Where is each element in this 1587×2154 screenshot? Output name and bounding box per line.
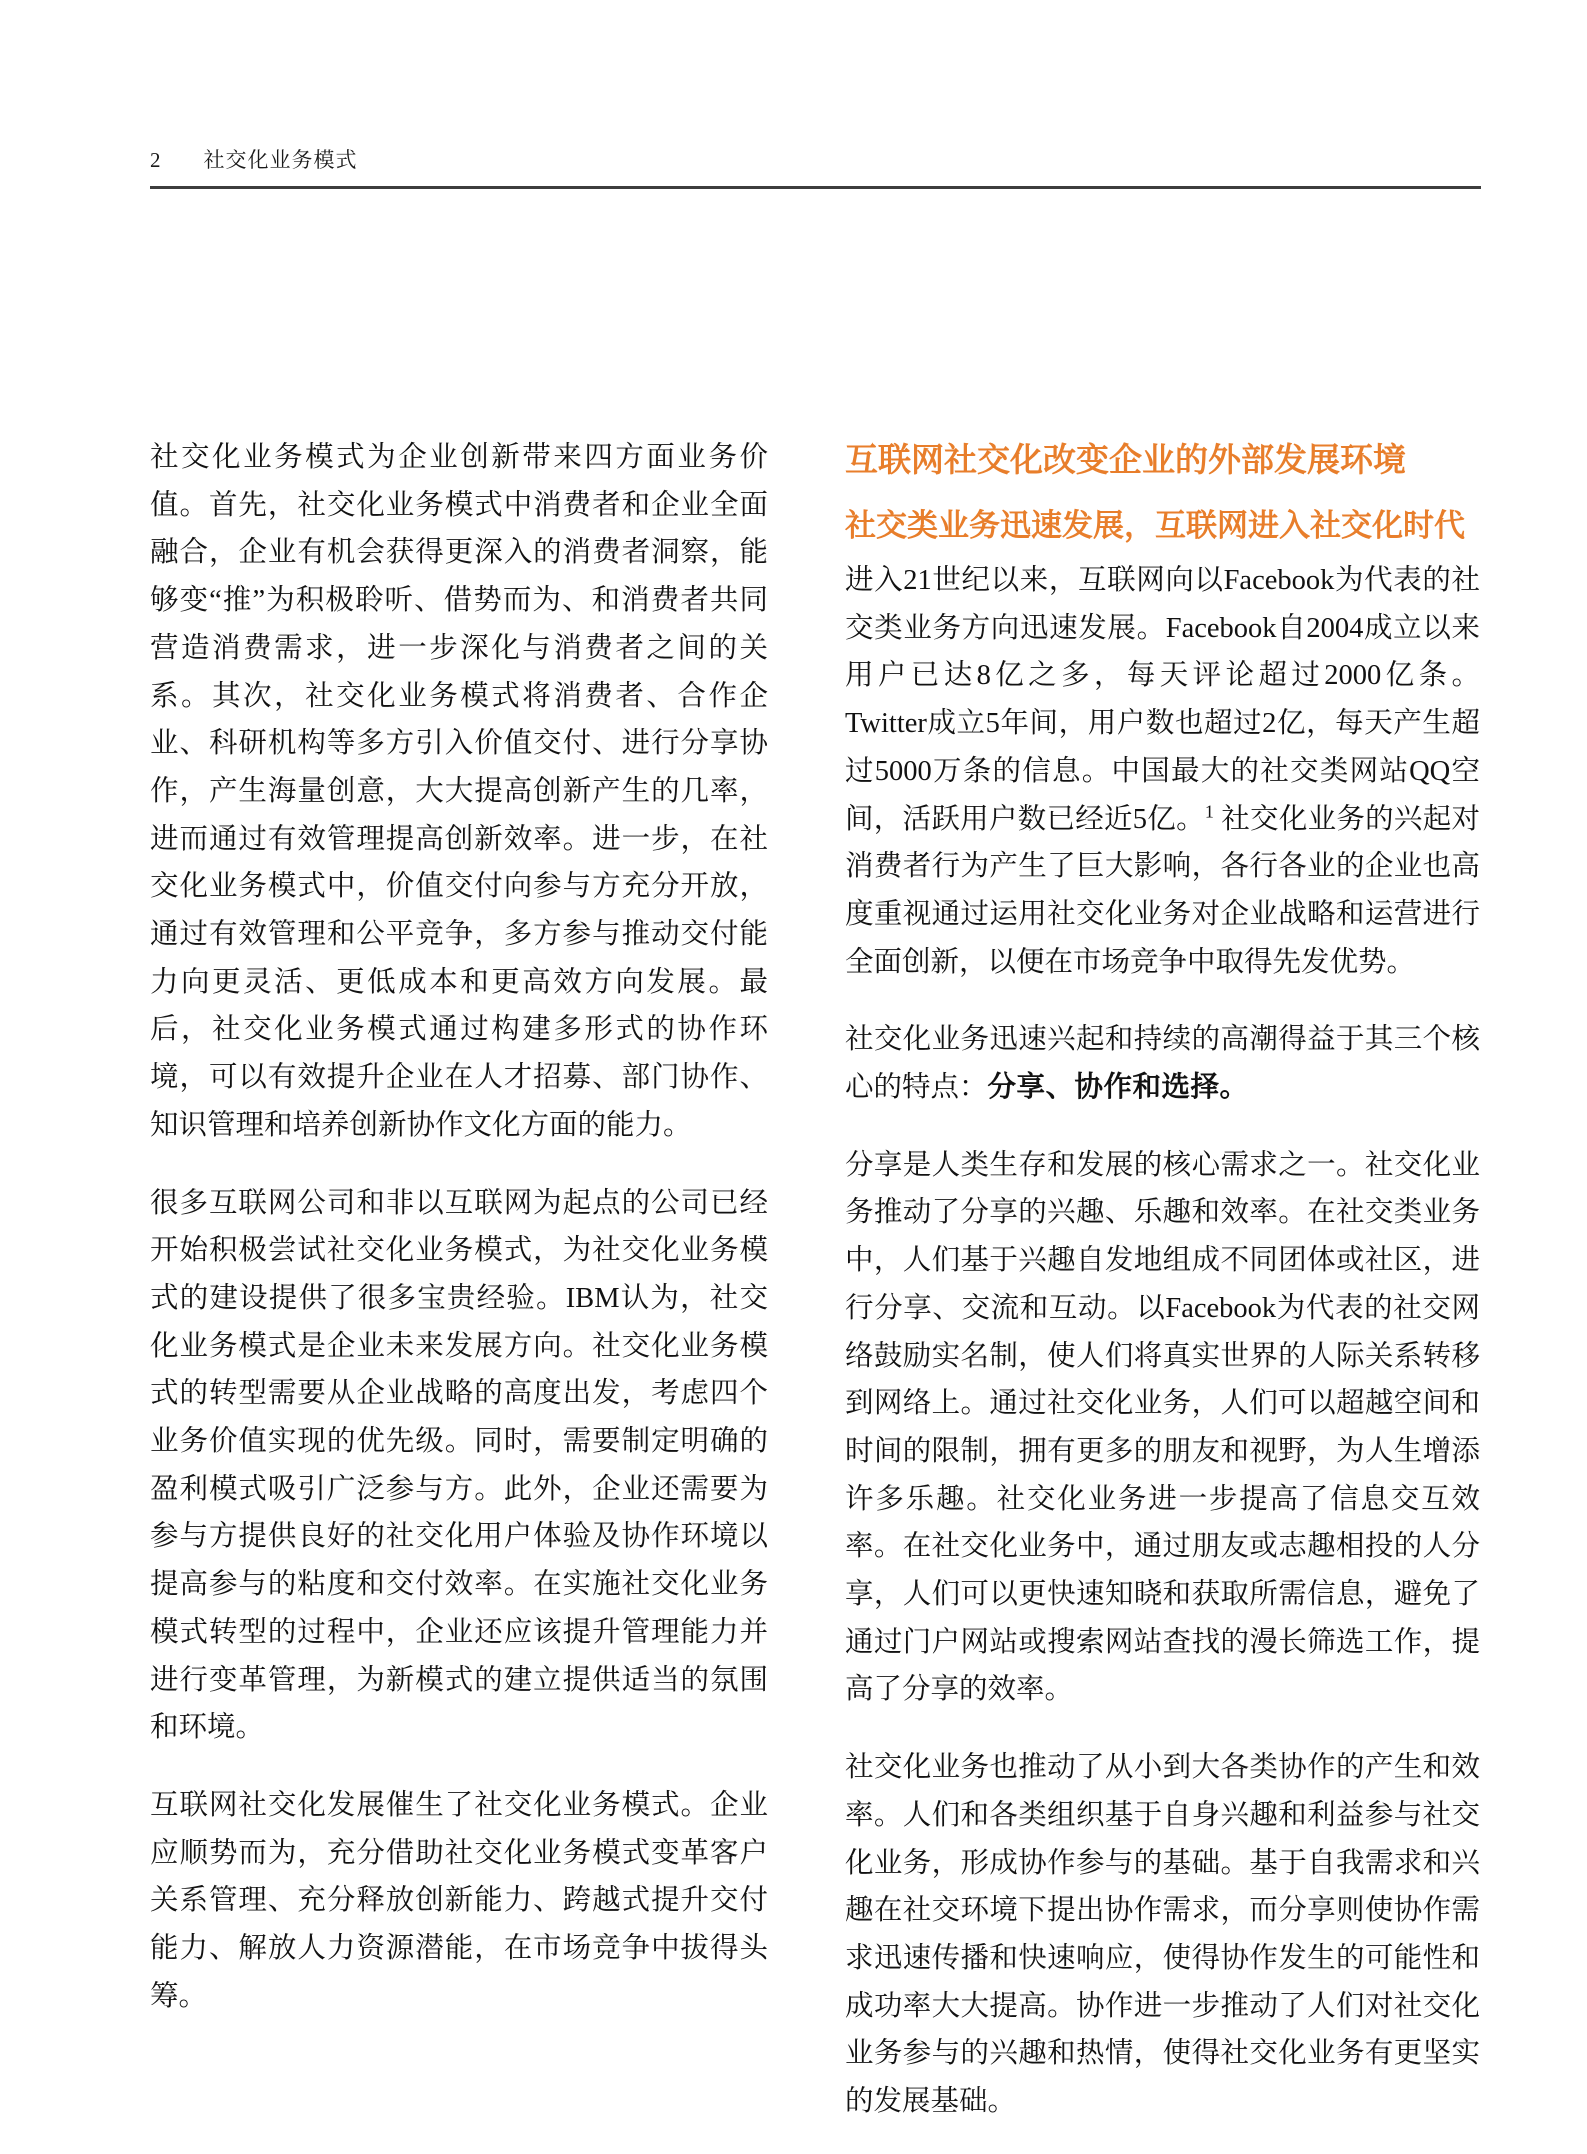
two-column-body — [150, 434, 1480, 2126]
sub-heading: 社交类业务迅速发展，互联网进入社交化时代 — [845, 508, 1465, 543]
intro-text-before-footnote: 进入21世纪以来，互联网向以Facebook为代表的社交类业务方向迅速发展。Facebook自2004成立以来用户已达8亿之多，每天评论超过2000亿条。Twitter成立5年间，用户数也超过2亿，每天产生超过5000万条的信息。中国最大的社交类网站QQ空间，活跃用户数已经近5亿。 — [845, 565, 1480, 835]
paragraph-business-value: 社交化业务模式为企业创新带来四方面业务价值。首先，社交化业务模式中消费者和企业全面融合，企业有机会获得更深入的消费者洞察，能够变“推”为积极聆听、借势而为、和消费者共同营造消费需求，进一步深化与消费者之间的关系。其次，社交化业务模式将消费者、合作企业、科研机构等多方引入价值交付、进行分享协作，产生海量创意，大大提高创新产生的几率，进而通过有效管理提高创新效率。进一步，在社交化业务模式中，价值交付向参与方充分开放，通过有效管理和公平竞争，多方参与推动交付能力向更灵活、更低成本和更高效方向发展。最后，社交化业务模式通过构建多形式的协作环境，可以有效提升企业在人才招募、部门协作、知识管理和培养创新协作文化方面的能力。 — [150, 442, 768, 1141]
features-lead-text: 社交化业务迅速兴起和持续的高潮得益于其三个核心的特点： — [845, 1024, 1480, 1104]
features-bold-text: 分享、协作和选择。 — [987, 1071, 1249, 1104]
right-column — [845, 434, 1480, 2126]
paragraph-collaboration: 社交化业务也推动了从小到大各类协作的产生和效率。人们和各类组织基于自身兴趣和利益参与社交化业务，形成协作参与的基础。基于自我需求和兴趣在社交环境下提出协作需求，而分享则使协作需求迅速传播和快速响应，使得协作发生的可能性和成功率大大提高。协作进一步推动了人们对社交化业务参与的兴趣和热情，使得社交化业务有更坚实的发展基础。 — [845, 1752, 1480, 2118]
paragraph-social-growth — [845, 557, 1480, 986]
header-rule — [150, 186, 1481, 189]
paragraph-three-features — [845, 1016, 1480, 1111]
intro-text-after-footnote: 社交化业务的兴起对消费者行为产生了巨大影响，各行各业的企业也高度重视通过运用社交化业务对企业战略和运营进行全面创新，以便在市场竞争中取得先发优势。 — [845, 803, 1480, 978]
chapter-title: 社交化业务模式 — [203, 148, 358, 172]
section-heading: 互联网社交化改变企业的外部发展环境 — [845, 441, 1406, 478]
paragraph-ibm-view: 很多互联网公司和非以互联网为起点的公司已经开始积极尝试社交化业务模式，为社交化业务模式的建设提供了很多宝贵经验。IBM认为，社交化业务模式是企业未来发展方向。社交化业务模式的转型需要从企业战略的高度出发，考虑四个业务价值实现的优先级。同时，需要制定明确的盈利模式吸引广泛参与方。此外，企业还需要为参与方提供良好的社交化用户体验及协作环境以提高参与的粘度和交付效率。在实施社交化业务模式转型的过程中，企业还应该提升管理能力并进行变革管理，为新模式的建立提供适当的氛围和环境。 — [150, 1187, 768, 1744]
footnote-reference-1: 1 — [1204, 801, 1214, 822]
paragraph-conclusion: 互联网社交化发展催生了社交化业务模式。企业应顺势而为，充分借助社交化业务模式变革客户关系管理、充分释放创新能力、跨越式提升交付能力、解放人力资源潜能，在市场竞争中拔得头筹。 — [150, 1789, 768, 2012]
left-column — [150, 434, 768, 2126]
paragraph-sharing: 分享是人类生存和发展的核心需求之一。社交化业务推动了分享的兴趣、乐趣和效率。在社交类业务中，人们基于兴趣自发地组成不同团体或社区，进行分享、交流和互动。以Facebook为代表的社交网络鼓励实名制，使人们将真实世界的人际关系转移到网络上。通过社交化业务，人们可以超越空间和时间的限制，拥有更多的朋友和视野，为人生增添许多乐趣。社交化业务进一步提高了信息交互效率。在社交化业务中，通过朋友或志趣相投的人分享，人们可以更快速知晓和获取所需信息，避免了通过门户网站或搜索网站查找的漫长筛选工作，提高了分享的效率。 — [845, 1149, 1480, 1706]
running-header — [150, 144, 358, 174]
page-number: 2 — [150, 148, 162, 172]
